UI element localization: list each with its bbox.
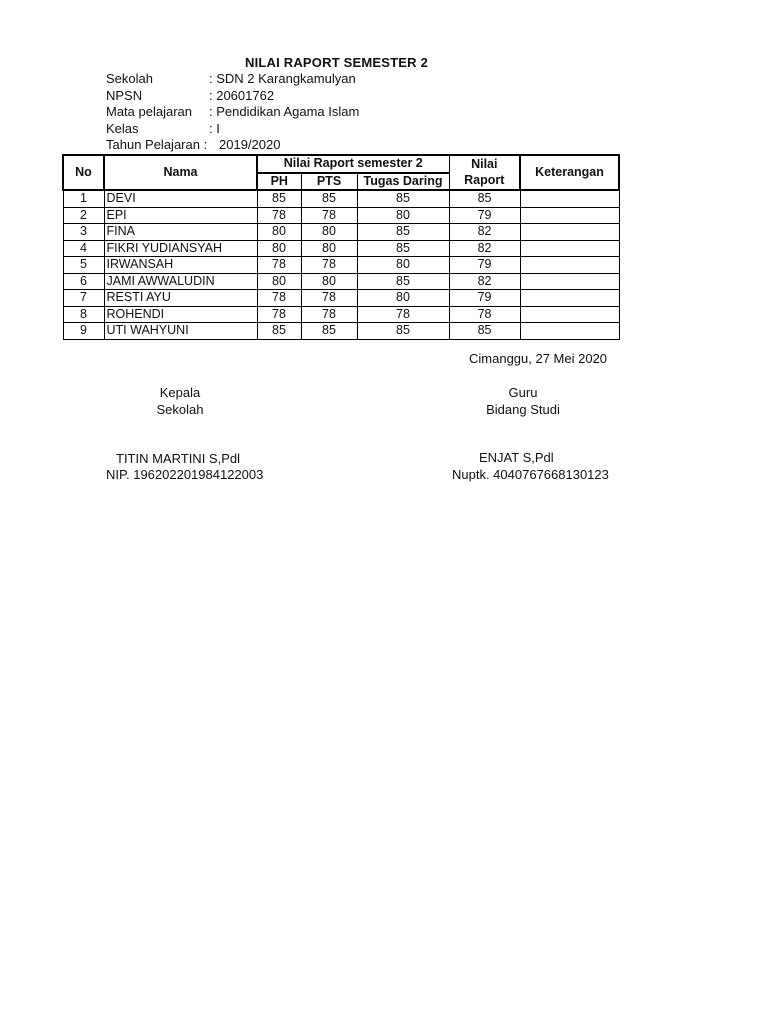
cell-nama: ROHENDI bbox=[104, 306, 257, 323]
info-label: Tahun Pelajaran : bbox=[106, 137, 208, 152]
teacher-nuptk: Nuptk. 4040767668130123 bbox=[452, 467, 609, 482]
headmaster-nip: NIP. 196202201984122003 bbox=[106, 467, 264, 482]
role-line-1: Guru bbox=[508, 385, 538, 400]
signature-left-role bbox=[140, 384, 220, 418]
report-title: NILAI RAPORT SEMESTER 2 bbox=[245, 55, 429, 70]
cell-keterangan bbox=[520, 257, 619, 274]
info-label: NPSN bbox=[106, 87, 143, 103]
cell-ph: 78 bbox=[257, 207, 301, 224]
grades-table bbox=[62, 154, 620, 340]
cell-pts: 85 bbox=[301, 323, 357, 340]
header-tugas-daring: Tugas Daring bbox=[357, 173, 449, 191]
cell-nama: IRWANSAH bbox=[104, 257, 257, 274]
cell-keterangan bbox=[520, 290, 619, 307]
table-row bbox=[63, 257, 619, 274]
info-label: Sekolah bbox=[106, 71, 153, 86]
info-value: : 20601762 bbox=[209, 87, 275, 103]
cell-no: 1 bbox=[63, 190, 104, 207]
table-row bbox=[63, 290, 619, 307]
header-nama: Nama bbox=[104, 155, 257, 190]
cell-nilai: 82 bbox=[449, 224, 520, 241]
role-line-2: Sekolah bbox=[156, 402, 204, 417]
cell-tugas: 80 bbox=[357, 290, 449, 307]
header-nilai: Nilai bbox=[449, 155, 520, 173]
place-date: Cimanggu, 27 Mei 2020 bbox=[469, 351, 608, 366]
cell-pts: 85 bbox=[301, 190, 357, 207]
header-keterangan: Keterangan bbox=[520, 155, 619, 190]
header-raport: Raport bbox=[449, 173, 520, 191]
cell-nilai: 82 bbox=[449, 273, 520, 290]
info-value: 2019/2020 bbox=[219, 137, 281, 152]
cell-ph: 78 bbox=[257, 290, 301, 307]
cell-keterangan bbox=[520, 273, 619, 290]
cell-no: 2 bbox=[63, 207, 104, 224]
cell-tugas: 78 bbox=[357, 306, 449, 323]
cell-keterangan bbox=[520, 306, 619, 323]
cell-no: 7 bbox=[63, 290, 104, 307]
cell-pts: 78 bbox=[301, 207, 357, 224]
cell-keterangan bbox=[520, 207, 619, 224]
cell-keterangan bbox=[520, 190, 619, 207]
signature-right-role bbox=[478, 384, 568, 418]
cell-no: 9 bbox=[63, 323, 104, 340]
info-value: : I bbox=[209, 120, 220, 136]
cell-ph: 80 bbox=[257, 240, 301, 257]
cell-tugas: 85 bbox=[357, 240, 449, 257]
role-line-1: Kepala bbox=[159, 385, 201, 400]
cell-nama: FIKRI YUDIANSYAH bbox=[104, 240, 257, 257]
info-value: : Pendidikan Agama Islam bbox=[209, 104, 360, 119]
cell-no: 4 bbox=[63, 240, 104, 257]
cell-nilai: 78 bbox=[449, 306, 520, 323]
cell-nilai: 79 bbox=[449, 257, 520, 274]
cell-ph: 85 bbox=[257, 323, 301, 340]
cell-nama: JAMI AWWALUDIN bbox=[104, 273, 257, 290]
cell-nilai: 85 bbox=[449, 323, 520, 340]
header-nilai-raport-semester: Nilai Raport semester 2 bbox=[257, 155, 449, 173]
cell-tugas: 85 bbox=[357, 190, 449, 207]
cell-pts: 80 bbox=[301, 273, 357, 290]
cell-no: 5 bbox=[63, 257, 104, 274]
cell-nilai: 82 bbox=[449, 240, 520, 257]
cell-ph: 78 bbox=[257, 306, 301, 323]
cell-no: 3 bbox=[63, 224, 104, 241]
cell-tugas: 80 bbox=[357, 257, 449, 274]
cell-tugas: 85 bbox=[357, 273, 449, 290]
table-row bbox=[63, 323, 619, 340]
cell-tugas: 85 bbox=[357, 224, 449, 241]
table-row bbox=[63, 207, 619, 224]
cell-keterangan bbox=[520, 224, 619, 241]
cell-nama: UTI WAHYUNI bbox=[104, 323, 257, 340]
cell-tugas: 85 bbox=[357, 323, 449, 340]
cell-no: 8 bbox=[63, 306, 104, 323]
cell-nama: RESTI AYU bbox=[104, 290, 257, 307]
cell-keterangan bbox=[520, 323, 619, 340]
cell-pts: 78 bbox=[301, 257, 357, 274]
cell-ph: 80 bbox=[257, 273, 301, 290]
cell-ph: 80 bbox=[257, 224, 301, 241]
cell-pts: 78 bbox=[301, 290, 357, 307]
header-pts: PTS bbox=[301, 173, 357, 191]
table-row bbox=[63, 190, 619, 207]
cell-tugas: 80 bbox=[357, 207, 449, 224]
table-row bbox=[63, 306, 619, 323]
cell-ph: 85 bbox=[257, 190, 301, 207]
cell-nama: FINA bbox=[104, 224, 257, 241]
cell-nilai: 79 bbox=[449, 290, 520, 307]
table-row bbox=[63, 240, 619, 257]
table-row bbox=[63, 273, 619, 290]
cell-nama: DEVI bbox=[104, 190, 257, 207]
teacher-name: ENJAT S,Pdl bbox=[479, 450, 554, 465]
info-label: Kelas bbox=[106, 120, 139, 136]
info-value: : SDN 2 Karangkamulyan bbox=[209, 71, 356, 86]
info-label: Mata pelajaran bbox=[106, 104, 192, 119]
cell-ph: 78 bbox=[257, 257, 301, 274]
cell-pts: 80 bbox=[301, 224, 357, 241]
header-ph: PH bbox=[257, 173, 301, 191]
header-no: No bbox=[63, 155, 104, 190]
cell-nilai: 79 bbox=[449, 207, 520, 224]
table-row bbox=[63, 224, 619, 241]
cell-pts: 78 bbox=[301, 306, 357, 323]
headmaster-name: TITIN MARTINI S,Pdl bbox=[116, 451, 240, 466]
cell-keterangan bbox=[520, 240, 619, 257]
cell-nama: EPI bbox=[104, 207, 257, 224]
cell-nilai: 85 bbox=[449, 190, 520, 207]
role-line-2: Bidang Studi bbox=[486, 402, 560, 417]
cell-pts: 80 bbox=[301, 240, 357, 257]
cell-no: 6 bbox=[63, 273, 104, 290]
